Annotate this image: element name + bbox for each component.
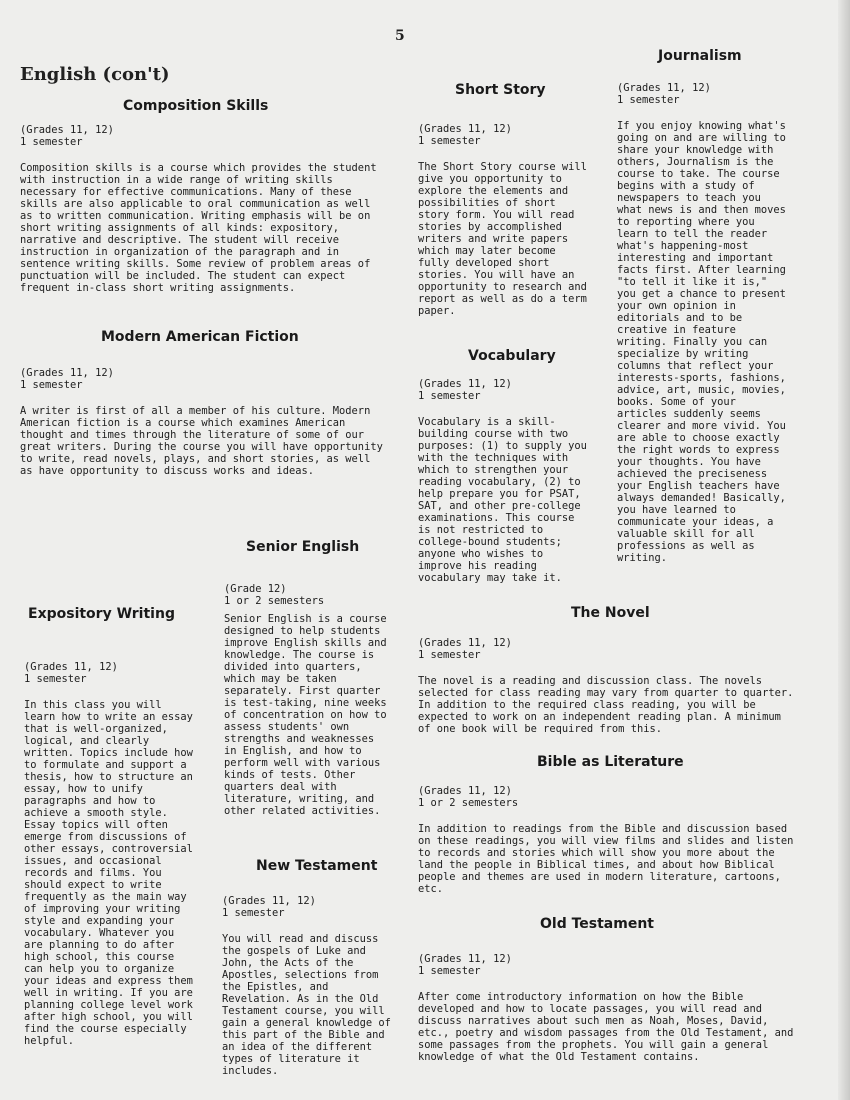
senior-english-grades: (Grade 12) <box>224 583 287 595</box>
journalism-title: Journalism <box>658 48 742 64</box>
vocabulary-duration: 1 semester <box>418 390 481 402</box>
modern-american-title: Modern American Fiction <box>101 329 299 345</box>
journalism-grades: (Grades 11, 12) <box>617 82 711 94</box>
short-story-grades: (Grades 11, 12) <box>418 123 512 135</box>
expository-duration: 1 semester <box>24 673 87 685</box>
vocabulary-grades: (Grades 11, 12) <box>418 378 512 390</box>
new-testament-grades: (Grades 11, 12) <box>222 895 316 907</box>
bible-title: Bible as Literature <box>537 754 684 770</box>
journalism-section <box>617 82 789 564</box>
bible-grades: (Grades 11, 12) <box>418 785 512 797</box>
novel-duration: 1 semester <box>418 649 481 661</box>
vocabulary-body: Vocabulary is a skill-building course with two purposes: (1) to supply you with the techniques with which to strengthen your reading vocabulary, (2) to help prepare you for PSAT, SAT, and other pre-college examinations. This course is not restricted to college-bound students; anyone who wishes to improve his reading vocabulary may take it. <box>418 416 587 584</box>
short-story-title: Short Story <box>455 82 546 98</box>
vocabulary-title: Vocabulary <box>468 348 556 364</box>
bible-body: In addition to readings from the Bible and discussion based on these readings, you will view films and slides and listen to records and stories which will show you more about the land the people in Biblical times, and about how Biblical people and themes are used in modern literature, cartoons, etc. <box>418 823 794 895</box>
modern-american-grades: (Grades 11, 12) <box>20 367 114 379</box>
short-story-duration: 1 semester <box>418 135 481 147</box>
new-testament-body: You will read and discuss the gospels of Luke and John, the Acts of the Apostles, selections from the Epistles, and Revelation. As in the Old Testament course, you will gain a general knowledge of this part of the Bible and an idea of the different types of literature it includes. <box>222 933 391 1077</box>
new-testament-section <box>222 895 397 1077</box>
expository-section <box>24 661 196 1047</box>
novel-grades: (Grades 11, 12) <box>418 637 512 649</box>
old-testament-duration: 1 semester <box>418 965 481 977</box>
senior-english-duration: 1 or 2 semesters <box>224 595 325 607</box>
old-testament-section <box>418 953 796 1063</box>
composition-title: Composition Skills <box>123 98 269 114</box>
novel-title: The Novel <box>571 605 650 621</box>
modern-american-duration: 1 semester <box>20 379 83 391</box>
modern-american-section <box>20 367 385 477</box>
composition-duration: 1 semester <box>20 136 83 148</box>
senior-english-title: Senior English <box>246 539 360 555</box>
short-story-section <box>418 123 590 317</box>
modern-american-body: A writer is first of all a member of his culture. Modern American fiction is a course which examines American thought and times through the literature of some of our great writers. During the course you will have opportunity to write, read novels, plays, and short stories, as well as have opportunity to discuss works and ideas. <box>20 405 383 477</box>
novel-section <box>418 637 796 735</box>
page-title: English (con't) <box>20 64 170 85</box>
bible-section <box>418 785 796 895</box>
vocabulary-section <box>418 378 592 584</box>
new-testament-title: New Testament <box>256 858 378 874</box>
page-edge <box>838 0 850 1100</box>
page-number: 5 <box>395 28 405 44</box>
composition-body: Composition skills is a course which provides the student with instruction in a wide range of writing skills necessary for effective communications. Many of these skills are also applicable to oral communication as well as to written communication. Writing emphasis will be on short writing assignments of all kinds: expository, narrative and descriptive. The student will receive instruction in organization of the paragraph and in sentence writing skills. Some review of problem areas of punctuation will be included. The student can expect frequent in-class short writing assignments. <box>20 162 377 294</box>
senior-english-body: Senior English is a course designed to help students improve English skills and knowledge. The course is divided into quarters, which may be taken separately. First quarter is test-taking, nine weeks of concentration on how to assess students' own strengths and weaknesses in English, and how to perform well with various kinds of tests. Other quarters deal with literature, writing, and other related activities. <box>224 613 387 817</box>
bible-duration: 1 or 2 semesters <box>418 797 519 809</box>
composition-section <box>20 124 385 294</box>
new-testament-duration: 1 semester <box>222 907 285 919</box>
old-testament-grades: (Grades 11, 12) <box>418 953 512 965</box>
old-testament-title: Old Testament <box>540 916 654 932</box>
journalism-duration: 1 semester <box>617 94 680 106</box>
expository-title: Expository Writing <box>28 606 175 622</box>
old-testament-body: After come introductory information on how the Bible developed and how to locate passages, you will read and discuss narratives about such men as Noah, Moses, David, etc., poetry and wisdom passages from the Old Testament, and some passages from the prophets. You will gain a general knowledge of what the Old Testament contains. <box>418 991 794 1063</box>
expository-body: In this class you will learn how to write an essay that is well-organized, logical, and clearly written. Topics include how to formulate and support a thesis, how to structure an essay, how to unify paragraphs and how to achieve a smooth style. Essay topics will often emerge from discussions of other essays, controversial issues, and occasional records and films. You should expect to write frequently as the main way of improving your writing style and expanding your vocabulary. Whatever you are planning to do after high school, this course can help you to organize your ideas and express them well in writing. If you are planning college level work after high school, you will find the course especially helpful. <box>24 699 193 1047</box>
expository-grades: (Grades 11, 12) <box>24 661 118 673</box>
composition-grades: (Grades 11, 12) <box>20 124 114 136</box>
novel-body: The novel is a reading and discussion class. The novels selected for class reading may vary from quarter to quarter. In addition to the required class reading, you will be expected to work on an independent reading plan. A minimum of one book will be required from this. <box>418 675 794 735</box>
short-story-body: The Short Story course will give you opportunity to explore the elements and possibilities of short story form. You will read stories by accomplished writers and write papers which may later become fully developed short stories. You will have an opportunity to research and report as well as do a term paper. <box>418 161 587 317</box>
senior-english-section <box>224 583 392 817</box>
journalism-body: If you enjoy knowing what's going on and are willing to share your knowledge with others, Journalism is the course to take. The course begins with a study of newspapers to teach you what news is and then moves to reporting where you learn to tell the reader what's happening-most interesting and important facts first. After learning "to tell it like it is," you get a chance to present your own opinion in editorials and to be creative in feature writing. Finally you can specialize by writing columns that reflect your interests-sports, fashions, advice, art, music, movies, books. Some of your articles suddenly seems clearer and more vivid. You are able to choose exactly the right words to express your thoughts. You have achieved the preciseness your English teachers have always demanded! Basically, you have learned to communicate your ideas, a valuable skill for all professions as well as writing. <box>617 120 786 564</box>
